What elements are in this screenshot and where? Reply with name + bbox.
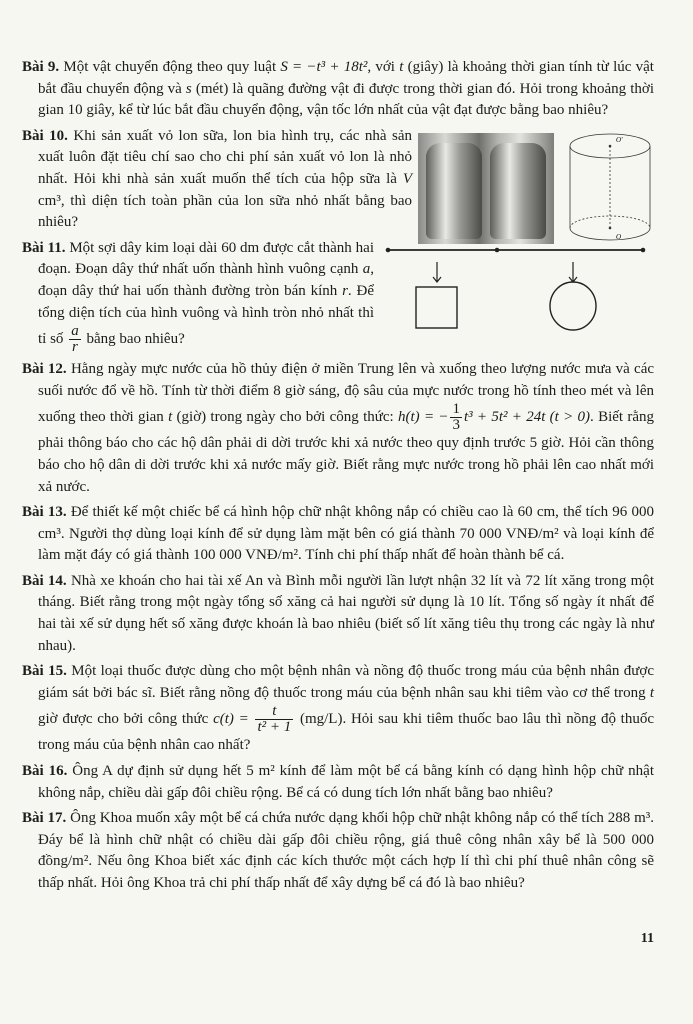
- page-number: 11: [640, 930, 654, 946]
- formula: t³ + 5t² + 24t (t > 0): [463, 409, 591, 426]
- problem-9: Bài 9. Một vật chuyển động theo quy luật S = −t³ + 18t², với t (giây) là khoảng thời gian tính từ lúc vật bắt đầu chuyển động và s (mét) là quãng đường vật đi được trong thời gian đó. Hỏi trong khoảng thời gian 10 giây, kể từ lúc bắt đầu chuyển động, vận tốc lớn nhất của vật đạt được bằng bao nhiêu?: [22, 59, 654, 119]
- problem-label: Bài 16.: [22, 763, 68, 780]
- problem-label: Bài 12.: [22, 361, 67, 378]
- problem-14: Bài 14. Nhà xe khoán cho hai tài xế An và Bình mỗi người lần lượt nhận 32 lít và 72 lít xăng trong một tháng. Biết rằng trong một ngày tổng số xăng cả hai người sử dụng là 10 lít. Tổng số ngày ít nhất để hai tài xế sử dụng hết số xăng được khoán là bao nhiêu (biết số lít xăng tiêu thụ trong các ngày là như nhau).: [22, 572, 655, 654]
- problem-label: Bài 13.: [22, 504, 67, 521]
- problem-12: Bài 12. Hằng ngày mực nước của hồ thủy điện ở miền Trung lên và xuống theo lượng nước mưa và các suối nước đổ về hồ. Tính từ thời điểm 8 giờ sáng, độ sâu của mực nước trong hồ tính theo mét và lên xuống theo thời gian t (giờ) trong ngày cho bởi công thức: h(t) = − $\frac{1}{3}$ t³ + 5t² + 24t (t > 0). Biết rằng phải thông báo cho các hộ dân phải di dời trước khi xả nước theo quy định trước 5 giờ. Hỏi cần thông báo cho hộ dân di dời trước khi xả nước mấy giờ. Biết rằng mực nước trong hồ phải lên cao nhất mới xả nước.: [22, 361, 655, 495]
- problem-label: Bài 17.: [22, 810, 67, 827]
- cylinder-bottom-label: O: [616, 233, 622, 241]
- formula: S = −t³ + 18t²: [280, 59, 368, 75]
- problem-13: Bài 13. Để thiết kế một chiếc bể cá hình hộp chữ nhật không nắp có chiều cao là 60 cm, thể tích 96 000 cm³. Người thợ dùng loại kính để sử dụng làm mặt bên có giá thành 70 000 VNĐ/m² và loại kính để làm mặt đáy có giá thành 100 000 VNĐ/m². Tính chi phí thấp nhất để hoàn thành bể cá.: [22, 504, 654, 564]
- ratio-fraction: $\frac{a}{r}$: [71, 323, 79, 356]
- problem-15: Bài 15. Một loại thuốc được dùng cho một bệnh nhân và nồng độ thuốc trong máu của bệnh nhân được giám sát bởi bác sĩ. Biết rằng nồng độ thuốc trong máu của bệnh nhân sau khi tiêm vào cơ thể trong t giờ được cho bởi công thức c(t) = $\frac{t}{\text{t² + 1}}$ (mg/L). Hỏi sau khi tiêm thuốc bao lâu thì nồng độ thuốc trong máu của bệnh nhân cao nhất?: [22, 663, 655, 754]
- problem-label: Bài 14.: [22, 572, 67, 589]
- fraction: $\frac{t}{\text{t² + 1}}$: [257, 703, 292, 736]
- problem-label: Bài 9.: [22, 59, 60, 75]
- problem-16: Bài 16. Ông A dự định sử dụng hết 5 m² kính để làm một bể cá bằng kính có dạng hình hộp chữ nhật không nắp, chiều dài gấp đôi chiều rộng. Bể cá có dung tích lớn nhất bằng bao nhiêu?: [22, 763, 654, 801]
- problem-10: Bài 10. Khi sản xuất vỏ lon sữa, lon bia hình trụ, các nhà sản xuất luôn đặt tiêu chí sao cho chi phí sản xuất vỏ lon là nhỏ nhất. Hỏi khi nhà sản xuất muốn thể tích của hộp sữa là V cm³, thì diện tích toàn phần của lon sữa nhỏ nhất bằng bao nhiêu?: [22, 127, 412, 231]
- fraction: $\frac{1}{3}$: [452, 401, 460, 434]
- problem-11: Bài 11. Một sợi dây kim loại dài 60 dm được cắt thành hai đoạn. Đoạn dây thứ nhất uốn thành hình vuông cạnh a, đoạn dây thứ hai uốn thành đường tròn bán kính r. Để tổng diện tích của hình vuông và hình tròn nhỏ nhất thì tỉ số $\frac{a}{r}$ bằng bao nhiêu?: [22, 239, 374, 356]
- problem-label: Bài 11.: [22, 239, 66, 256]
- cylinder-top-label: O': [616, 136, 623, 144]
- problem-label: Bài 10.: [22, 127, 68, 144]
- problem-label: Bài 15.: [22, 663, 67, 680]
- formula: h(t) = −: [398, 409, 449, 426]
- formula: c(t) =: [213, 711, 254, 728]
- problem-17: Bài 17. Ông Khoa muốn xây một bể cá chứa nước dạng khối hộp chữ nhật không nắp có thể tích 288 m³. Đáy bể là hình chữ nhật có chiều dài gấp đôi chiều rộng, giá thuê công nhân xây bể là 500 000 đồng/m². Nếu ông Khoa biết xác định các kích thước một cách hợp lí thì chi phí thuê nhân công sẽ thấp nhất. Hỏi ông Khoa trả chi phí thấp nhất để xây dựng bể cá đó là bao nhiêu?: [22, 810, 654, 891]
